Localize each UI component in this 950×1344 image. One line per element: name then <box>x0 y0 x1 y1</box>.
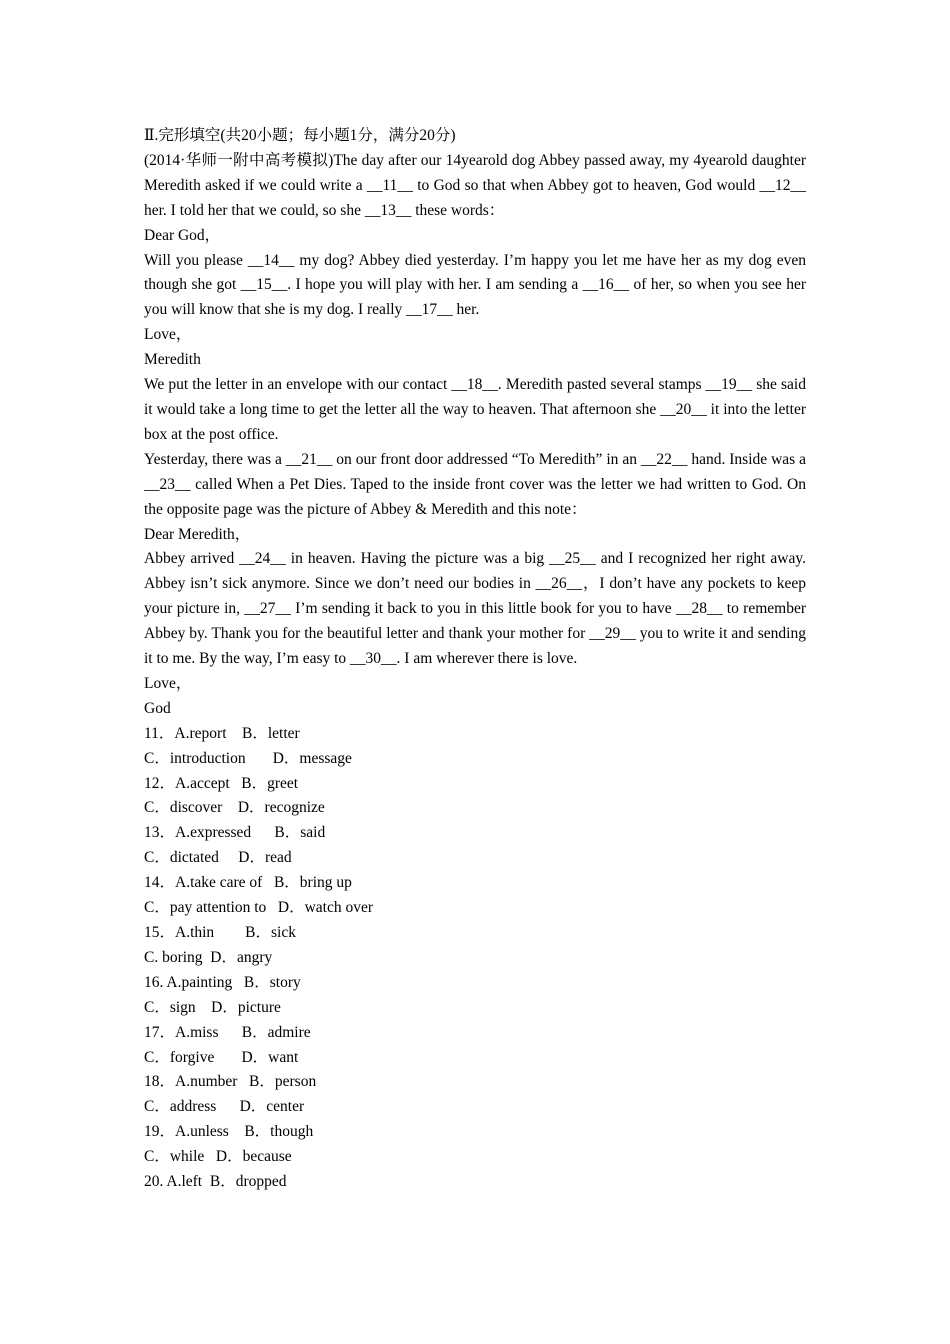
option-line: 14．A.take care of B．bring up <box>144 874 352 892</box>
option-line: C．dictated D．read <box>144 849 292 867</box>
passage-paragraph-4: Yesterday, there was a __21__ on our front door addressed “To Meredith” in an __22__ hand. Inside was a __23__ called When a Pet Dies. Taped to the inside front cover was the letter we had written to God. On the opposite page was the picture of Abbey & Meredith and this note： <box>144 450 806 518</box>
option-line: C．while D．because <box>144 1148 292 1166</box>
option-line: 20. A.left B．dropped <box>144 1173 287 1191</box>
document-page <box>144 124 806 1195</box>
letter-closing-1: Love， <box>144 326 192 344</box>
option-line: C．forgive D．want <box>144 1048 299 1066</box>
option-line: C. boring D．angry <box>144 948 273 966</box>
passage-paragraph-5: Abbey arrived __24__ in heaven. Having the picture was a big __25__ and I recognized her right away. Abbey isn’t sick anymore. Since we don’t need our bodies in __26__，I don’t have any pockets to keep your picture in, __27__ I’m sending it back to you in this little book for you to have __28__ to remember Abbey by. Thank you for the beautiful letter and thank your mother for __29__ you to write it and sending it to me. By the way, I’m easy to __30__. I am wherever there is love. <box>144 550 806 668</box>
letter-salutation-1: Dear God， <box>144 226 221 244</box>
option-line: C．sign D．picture <box>144 998 281 1016</box>
option-line: 12．A.accept B．greet <box>144 774 299 792</box>
letter-salutation-2: Dear Meredith， <box>144 525 251 543</box>
passage-paragraph-1: (2014·华师一附中高考模拟)The day after our 14yearold dog Abbey passed away, my 4yearold daughter Meredith asked if we could write a __11__ to God so that when Abbey got to heaven, God would __12__ her. I told her that we could, so she __13__ these words： <box>144 151 806 219</box>
letter-signature-2: God <box>144 699 171 717</box>
letter-signature-1: Meredith <box>144 351 201 369</box>
option-line: C．introduction D．message <box>144 749 352 767</box>
option-line: C．discover D．recognize <box>144 799 325 817</box>
option-line: 18．A.number B．person <box>144 1073 317 1091</box>
option-line: 17．A.miss B．admire <box>144 1023 311 1041</box>
option-line: C．address D．center <box>144 1098 305 1116</box>
passage-paragraph-3: We put the letter in an envelope with our contact __18__. Meredith pasted several stamps __19__ she said it would take a long time to get the letter all the way to heaven. That afternoon she __20__ it into the letter box at the post office. <box>144 376 806 443</box>
option-line: 16. A.painting B．story <box>144 973 301 991</box>
option-line: 15．A.thin B．sick <box>144 924 296 941</box>
letter-closing-2: Love， <box>144 674 192 692</box>
option-line: 19．A.unless B．though <box>144 1123 314 1141</box>
option-line: 11．A.report B．letter <box>144 724 300 742</box>
option-line: C．pay attention to D．watch over <box>144 899 374 917</box>
section-heading: Ⅱ.完形填空(共20小题；每小题1分，满分20分) <box>144 127 456 144</box>
passage-paragraph-2: Will you please __14__ my dog? Abbey died yesterday. I’m happy you let me have her as my dog even though she got __15__. I hope you will play with her. I am sending a __16__ of her, so when you see her you will know that she is my dog. I really __17__ her. <box>144 251 806 319</box>
option-line: 13．A.expressed B．said <box>144 824 326 842</box>
